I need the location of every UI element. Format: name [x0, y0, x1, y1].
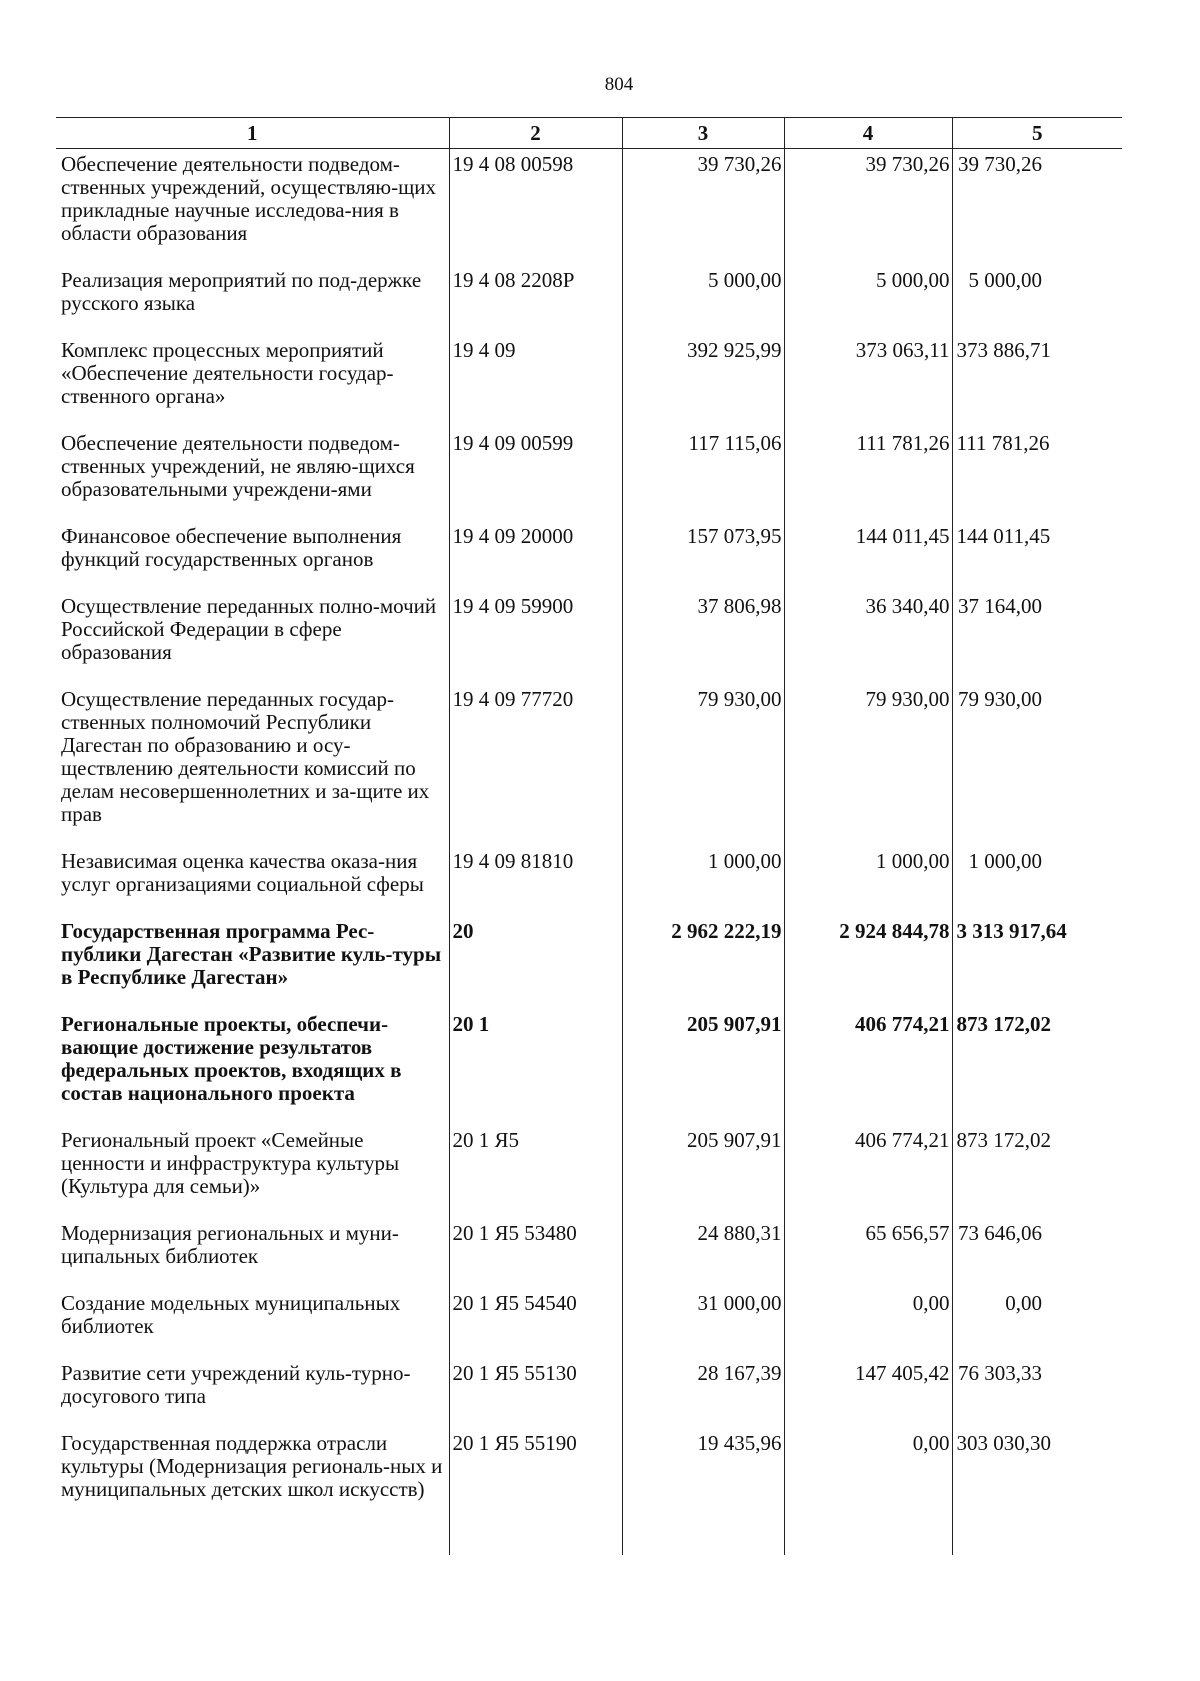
- column-header-2: 2: [449, 118, 622, 149]
- row-value-col3: 39 730,26: [622, 149, 784, 266]
- column-header-4: 4: [784, 118, 952, 149]
- row-name: Региональные проекты, обеспечи-вающие достижение результатов федеральных проектов, входящих в состав национального проекта: [61, 1012, 402, 1105]
- row-value-col4: 5 000,00: [784, 265, 952, 335]
- row-value-col5: 111 781,26: [952, 428, 1122, 521]
- row-code: 20 1 Я5 54540: [449, 1288, 622, 1358]
- row-value-col3: 157 073,95: [622, 521, 784, 591]
- row-name: Независимая оценка качества оказа-ния услуг организациями социальной сферы: [61, 849, 424, 896]
- row-value-col4: 406 774,21: [784, 1125, 952, 1218]
- table-row: [56, 149, 1122, 266]
- row-name: Государственная поддержка отрасли культуры (Модернизация региональ-ных и муниципальных детских школ искусств): [61, 1431, 443, 1501]
- row-value-col3: 5 000,00: [622, 265, 784, 335]
- row-name: Осуществление переданных государ-ственных полномочий Республики Дагестан по образованию и осу-ществлению деятельности комиссий по делам несовершеннолетних и за-щите их прав: [61, 687, 430, 826]
- empty-cell: [56, 1521, 449, 1555]
- empty-cell: [622, 1521, 784, 1555]
- row-code: 19 4 08 2208P: [449, 265, 622, 335]
- row-name: Осуществление переданных полно-мочий Российской Федерации в сфере образования: [61, 594, 437, 664]
- row-value-col3: 205 907,91: [622, 1125, 784, 1218]
- page-number: 804: [604, 74, 634, 95]
- table-row: [56, 265, 1122, 335]
- row-code: 20 1 Я5: [449, 1125, 622, 1218]
- row-value-col3: 2 962 222,19: [622, 916, 784, 1009]
- column-header-5: 5: [952, 118, 1122, 149]
- budget-table-wrapper: [56, 117, 1122, 1555]
- empty-cell: [952, 1521, 1122, 1555]
- row-value-col5: 873 172,02: [952, 1125, 1122, 1218]
- table-header-row: [56, 118, 1122, 149]
- row-code: 19 4 09 00599: [449, 428, 622, 521]
- budget-table: [56, 117, 1122, 1555]
- row-value-col5: 303 030,30: [952, 1428, 1122, 1521]
- column-header-1: 1: [56, 118, 449, 149]
- row-code: 20 1: [449, 1009, 622, 1125]
- row-name: Государственная программа Рес-публики Дагестан «Развитие куль-туры в Республике Дагестан»: [61, 919, 442, 989]
- row-name: Комплекс процессных мероприятий «Обеспечение деятельности государ-ственного органа»: [61, 338, 394, 408]
- row-value-col3: 28 167,39: [622, 1358, 784, 1428]
- row-code: 20 1 Я5 55190: [449, 1428, 622, 1521]
- row-value-col4: 144 011,45: [784, 521, 952, 591]
- row-value-col3: 392 925,99: [622, 335, 784, 428]
- row-value-col3: 117 115,06: [622, 428, 784, 521]
- row-value-col3: 79 930,00: [622, 684, 784, 846]
- table-row: [56, 1009, 1122, 1125]
- row-value-col3: 31 000,00: [622, 1288, 784, 1358]
- row-code: 19 4 09 20000: [449, 521, 622, 591]
- row-value-col5: 79 930,00: [952, 684, 1122, 846]
- table-body: [56, 149, 1122, 1556]
- row-value-col4: 0,00: [784, 1288, 952, 1358]
- table-tail-spacer: [56, 1521, 1122, 1555]
- row-value-col5: 0,00: [952, 1288, 1122, 1358]
- row-name: Модернизация региональных и муни-ципальных библиотек: [61, 1221, 399, 1268]
- table-row: [56, 428, 1122, 521]
- row-value-col5: 73 646,06: [952, 1218, 1122, 1288]
- row-name: Реализация мероприятий по под-держке русского языка: [61, 268, 422, 315]
- row-value-col4: 2 924 844,78: [784, 916, 952, 1009]
- row-value-col4: 36 340,40: [784, 591, 952, 684]
- table-row: [56, 1358, 1122, 1428]
- row-value-col4: 0,00: [784, 1428, 952, 1521]
- row-code: 20: [449, 916, 622, 1009]
- table-row: [56, 684, 1122, 846]
- row-value-col5: 37 164,00: [952, 591, 1122, 684]
- row-value-col4: 79 930,00: [784, 684, 952, 846]
- row-value-col4: 111 781,26: [784, 428, 952, 521]
- table-row: [56, 591, 1122, 684]
- row-code: 19 4 08 00598: [449, 149, 622, 266]
- row-value-col4: 147 405,42: [784, 1358, 952, 1428]
- row-code: 20 1 Я5 53480: [449, 1218, 622, 1288]
- row-value-col5: 39 730,26: [952, 149, 1122, 266]
- row-code: 20 1 Я5 55130: [449, 1358, 622, 1428]
- row-value-col3: 205 907,91: [622, 1009, 784, 1125]
- table-row: [56, 1125, 1122, 1218]
- empty-cell: [449, 1521, 622, 1555]
- row-code: 19 4 09 77720: [449, 684, 622, 846]
- row-value-col3: 1 000,00: [622, 846, 784, 916]
- row-name: Развитие сети учреждений куль-турно-досугового типа: [61, 1361, 411, 1408]
- table-row: [56, 335, 1122, 428]
- row-name: Финансовое обеспечение выполнения функций государственных органов: [61, 524, 402, 571]
- row-value-col5: 873 172,02: [952, 1009, 1122, 1125]
- table-row: [56, 1428, 1122, 1521]
- row-code: 19 4 09 59900: [449, 591, 622, 684]
- row-value-col3: 24 880,31: [622, 1218, 784, 1288]
- table-row: [56, 1218, 1122, 1288]
- table-row: [56, 846, 1122, 916]
- row-value-col4: 65 656,57: [784, 1218, 952, 1288]
- row-code: 19 4 09: [449, 335, 622, 428]
- row-name: Обеспечение деятельности подведом-ственных учреждений, не являю-щихся образовательными учреждени-ями: [61, 431, 415, 501]
- row-value-col3: 19 435,96: [622, 1428, 784, 1521]
- row-value-col5: 76 303,33: [952, 1358, 1122, 1428]
- table-row: [56, 521, 1122, 591]
- row-value-col5: 3 313 917,64: [952, 916, 1122, 1009]
- row-value-col5: 5 000,00: [952, 265, 1122, 335]
- table-row: [56, 1288, 1122, 1358]
- empty-cell: [784, 1521, 952, 1555]
- row-name: Региональный проект «Семейные ценности и инфраструктура культуры (Культура для семьи)»: [61, 1128, 400, 1198]
- row-value-col5: 1 000,00: [952, 846, 1122, 916]
- row-value-col4: 406 774,21: [784, 1009, 952, 1125]
- column-header-3: 3: [622, 118, 784, 149]
- row-value-col3: 37 806,98: [622, 591, 784, 684]
- row-name: Обеспечение деятельности подведом-ственных учреждений, осуществляю-щих прикладные научные исследова-ния в области образования: [61, 152, 437, 245]
- row-name: Создание модельных муниципальных библиотек: [61, 1291, 401, 1338]
- row-value-col5: 373 886,71: [952, 335, 1122, 428]
- row-value-col4: 39 730,26: [784, 149, 952, 266]
- row-value-col4: 1 000,00: [784, 846, 952, 916]
- row-value-col4: 373 063,11: [784, 335, 952, 428]
- row-code: 19 4 09 81810: [449, 846, 622, 916]
- row-value-col5: 144 011,45: [952, 521, 1122, 591]
- table-row: [56, 916, 1122, 1009]
